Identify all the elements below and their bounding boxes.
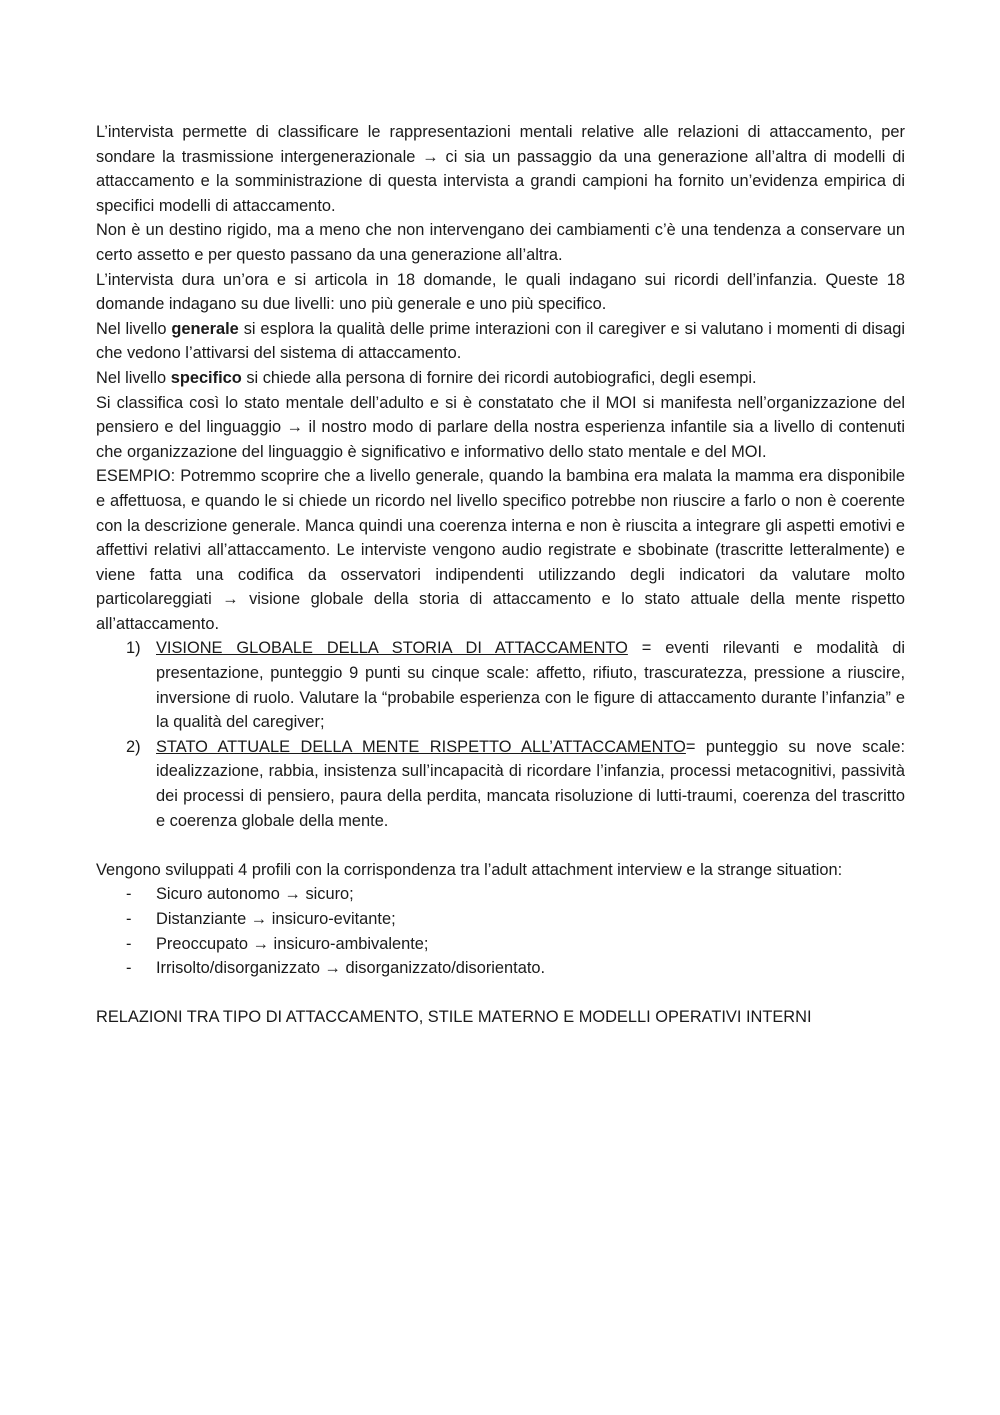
paragraph-intervista: L’intervista dura un’ora e si articola in 18 domande, le quali indagano sui ricordi dell’infanzia. Queste 18 domande indagano su due livelli: uno più generale e uno più specifico. <box>96 270 905 314</box>
paragraph-profili: Vengono sviluppati 4 profili con la corrispondenza tra l’adult attachment interview e la strange situation: <box>96 860 843 879</box>
paragraph-esempio: ESEMPIO: Potremmo scoprire che a livello generale, quando la bambina era malata la mamma era disponibile e affettuosa, e quando le si chiede un ricordo nel livello specifico potrebbe non riuscire a farlo o non è coerente con la descrizione generale. Manca quindi una coerenza interna e non è riuscita a integrare gli aspetti emotivi e affettivi relativi all’attaccamento. Le interviste vengono audio registrate e sbobinate (trascritte letteralmente) e viene fatta una codifica da osservatori indipendenti utilizzando degli indicatori da valutare molto particolareggiati → visione globale della storia di attaccamento e lo stato attuale della mente rispetto all’attaccamento. <box>96 467 906 633</box>
spacer <box>96 981 905 1006</box>
arrow-icon: → <box>422 147 439 166</box>
document-page <box>96 120 905 1030</box>
paragraph-destino: Non è un destino rigido, ma a meno che non intervengano dei cambiamenti c’è una tendenza a conservare un certo assetto e per questo passano da una generazione all’altra. <box>96 221 905 264</box>
arrow-icon: → <box>252 934 269 953</box>
arrow-icon: → <box>286 418 304 437</box>
section-heading: RELAZIONI TRA TIPO DI ATTACCAMENTO, STILE MATERNO E MODELLI OPERATIVI INTERNI <box>96 1008 812 1027</box>
paragraph-moi: Si classifica così lo stato mentale dell’adulto e si è constatato che il MOI si manifesta nell’organizzazione del pensiero e del linguaggio → il nostro modo di parlare della nostra esperienza infantile sia a livello di contenuti che organizzazione del linguaggio è significativo e informativo dello stato mentale e del MOI. <box>96 393 905 461</box>
profiles-list <box>96 882 905 980</box>
arrow-icon: → <box>250 910 268 928</box>
arrow-icon: → <box>324 959 341 978</box>
numbered-item: 2) STATO ATTUALE DELLA MENTE RISPETTO ALL’ATTACCAMENTO= punteggio su nove scale: idealizzazione, rabbia, insistenza sull’incapacità di ricordare l’infanzia, processi metacognitivi, passività dei processi di pensiero, paura della perdita, mancata risoluzione di lutti-traumi, coerenza del trascritto e coerenza globale della mente. <box>126 737 905 830</box>
spacer <box>96 833 905 858</box>
arrow-icon: → <box>284 885 301 904</box>
paragraph-livello-specifico: Nel livello specifico si chiede alla persona di fornire dei ricordi autobiografici, degli esempi. <box>96 368 757 387</box>
paragraph-livello-generale: Nel livello generale si esplora la qualità delle prime interazioni con il caregiver e si valutano i momenti di disagi che vedono l’attivarsi del sistema di attaccamento. <box>96 319 905 363</box>
numbered-item: 1) VISIONE GLOBALE DELLA STORIA DI ATTACCAMENTO = eventi rilevanti e modalità di presentazione, punteggio 9 punti su cinque scale: affetto, rifiuto, trascuratezza, pressione a riuscire, inversione di ruolo. Valutare la “probabile esperienza con le figure di attaccamento durante l’infanzia” e la qualità del caregiver; <box>126 639 905 732</box>
list-item: - Distanziante → insicuro-evitante; <box>126 910 396 928</box>
list-item: - Sicuro autonomo → sicuro; <box>126 885 354 904</box>
list-item: - Irrisolto/disorganizzato → disorganizzato/disorientato. <box>126 959 546 978</box>
arrow-icon: → <box>222 590 239 609</box>
list-item: - Preoccupato → insicuro-ambivalente; <box>126 934 429 953</box>
paragraph-intro: L’intervista permette di classificare le rappresentazioni mentali relative alle relazioni di attaccamento, per sondare la trasmissione intergenerazionale → ci sia un passaggio da una generazione all’altra di modelli di attaccamento e la somministrazione di questa intervista a grandi campioni ha fornito un’evidenza empirica di specifici modelli di attaccamento. <box>96 123 905 215</box>
numbered-list <box>96 636 905 833</box>
